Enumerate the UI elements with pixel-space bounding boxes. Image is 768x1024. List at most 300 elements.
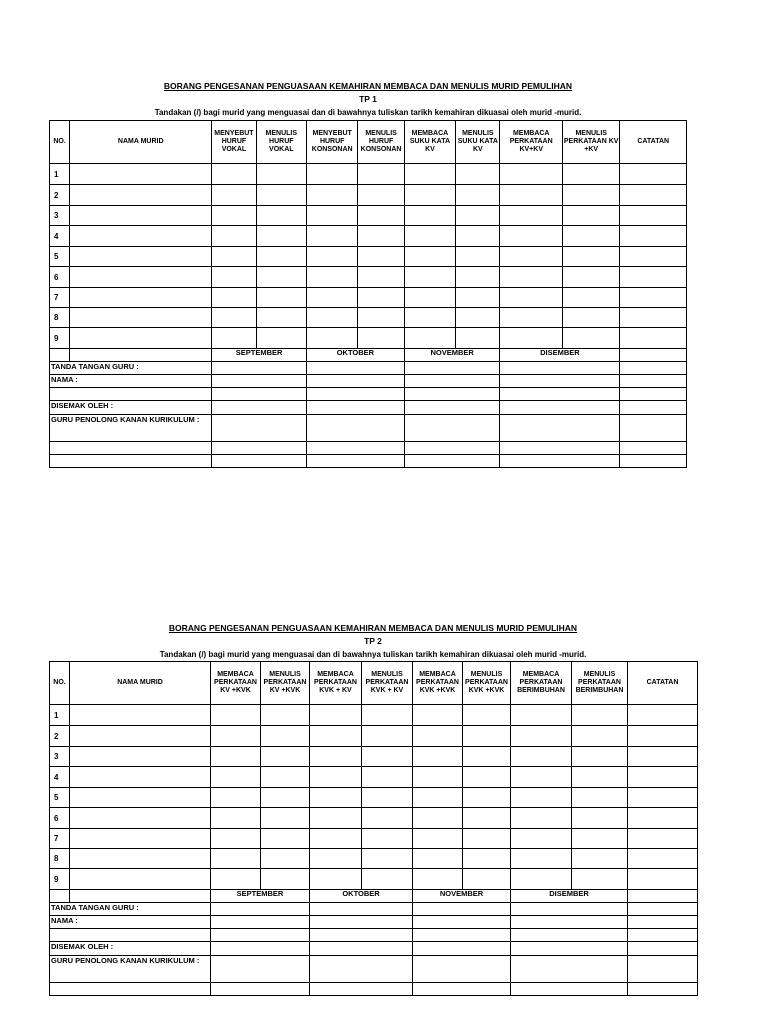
mark-cell[interactable] bbox=[511, 747, 572, 767]
mark-cell[interactable] bbox=[310, 767, 362, 788]
mark-cell[interactable] bbox=[256, 267, 306, 288]
mark-cell[interactable] bbox=[362, 829, 413, 849]
mark-cell[interactable] bbox=[307, 247, 358, 267]
mark-cell[interactable] bbox=[211, 829, 261, 849]
mark-cell[interactable] bbox=[256, 328, 306, 349]
row-number: 4 bbox=[50, 226, 70, 247]
student-name-cell[interactable] bbox=[70, 267, 212, 288]
mark-cell[interactable] bbox=[404, 206, 455, 226]
mark-cell[interactable] bbox=[362, 747, 413, 767]
student-name-cell[interactable] bbox=[70, 288, 212, 308]
table-row bbox=[50, 308, 687, 328]
mark-cell[interactable] bbox=[562, 267, 619, 288]
blank-cell bbox=[307, 388, 405, 401]
mark-cell[interactable] bbox=[310, 747, 362, 767]
table-row bbox=[50, 328, 687, 349]
signature-cell[interactable] bbox=[500, 362, 620, 375]
catatan-cell[interactable] bbox=[620, 267, 687, 288]
catatan-cell[interactable] bbox=[628, 726, 698, 747]
mark-cell[interactable] bbox=[211, 726, 261, 747]
mark-cell[interactable] bbox=[362, 849, 413, 869]
catatan-cell[interactable] bbox=[620, 226, 687, 247]
name-cell[interactable] bbox=[211, 916, 310, 929]
guru-penolong-cell[interactable] bbox=[404, 415, 500, 442]
blank-cell bbox=[211, 929, 310, 942]
blank-row bbox=[50, 455, 687, 468]
blank-cell bbox=[620, 349, 687, 362]
mark-cell[interactable] bbox=[413, 767, 463, 788]
mark-cell[interactable] bbox=[310, 705, 362, 726]
student-name-cell[interactable] bbox=[70, 767, 211, 788]
student-name-cell[interactable] bbox=[70, 869, 211, 890]
mark-cell[interactable] bbox=[211, 788, 261, 808]
disemak-cell[interactable] bbox=[404, 401, 500, 415]
mark-cell[interactable] bbox=[261, 767, 310, 788]
mark-cell[interactable] bbox=[562, 308, 619, 328]
header-skill: MENULIS PERKATAAN KVK +KVK bbox=[463, 662, 511, 705]
guru-penolong-label: GURU PENOLONG KANAN KURIKULUM : bbox=[50, 956, 211, 983]
mark-cell[interactable] bbox=[212, 267, 256, 288]
form-instruction: Tandakan (/) bagi murid yang menguasai dan di bawahnya tuliskan tarikh kemahiran dikuasai oleh murid -murid. bbox=[154, 108, 582, 117]
mark-cell[interactable] bbox=[413, 788, 463, 808]
mark-cell[interactable] bbox=[358, 206, 404, 226]
name-cell[interactable] bbox=[310, 916, 413, 929]
mark-cell[interactable] bbox=[404, 185, 455, 206]
disemak-row bbox=[50, 401, 687, 415]
disemak-cell[interactable] bbox=[307, 401, 405, 415]
mark-cell[interactable] bbox=[256, 226, 306, 247]
signature-cell[interactable] bbox=[404, 362, 500, 375]
mark-cell[interactable] bbox=[358, 226, 404, 247]
blank-cell bbox=[620, 442, 687, 455]
mark-cell[interactable] bbox=[413, 705, 463, 726]
mark-cell[interactable] bbox=[572, 849, 628, 869]
mark-cell[interactable] bbox=[362, 726, 413, 747]
guru-penolong-row bbox=[50, 956, 698, 983]
header-nama-murid: NAMA MURID bbox=[70, 662, 211, 705]
disemak-row bbox=[50, 942, 698, 956]
name-cell[interactable] bbox=[404, 375, 500, 388]
row-number: 7 bbox=[50, 288, 70, 308]
catatan-cell[interactable] bbox=[628, 767, 698, 788]
mark-cell[interactable] bbox=[211, 767, 261, 788]
table-row bbox=[50, 164, 687, 185]
student-name-cell[interactable] bbox=[70, 726, 211, 747]
mark-cell[interactable] bbox=[256, 247, 306, 267]
mark-cell[interactable] bbox=[463, 788, 511, 808]
form-level: TP 1 bbox=[359, 94, 377, 104]
mark-cell[interactable] bbox=[572, 747, 628, 767]
blank-cell bbox=[310, 983, 413, 996]
disemak-label: DISEMAK OLEH : bbox=[50, 942, 211, 956]
name-cell[interactable] bbox=[620, 375, 687, 388]
name-cell[interactable] bbox=[500, 375, 620, 388]
row-number: 8 bbox=[50, 849, 70, 869]
mark-cell[interactable] bbox=[307, 267, 358, 288]
mark-cell[interactable] bbox=[413, 808, 463, 829]
blank-row bbox=[50, 388, 687, 401]
table-row bbox=[50, 705, 698, 726]
form-level: TP 2 bbox=[364, 636, 382, 646]
student-name-cell[interactable] bbox=[70, 829, 211, 849]
table-row bbox=[50, 726, 698, 747]
mark-cell[interactable] bbox=[212, 308, 256, 328]
blank-cell bbox=[404, 388, 500, 401]
table-row bbox=[50, 788, 698, 808]
blank-cell bbox=[211, 983, 310, 996]
blank-cell bbox=[500, 455, 620, 468]
signature-cell[interactable] bbox=[212, 362, 307, 375]
header-skill: MEMBACA PERKATAAN BERIMBUHAN bbox=[511, 662, 572, 705]
mark-cell[interactable] bbox=[572, 869, 628, 890]
mark-cell[interactable] bbox=[562, 226, 619, 247]
signature-cell[interactable] bbox=[628, 903, 698, 916]
guru-penolong-cell[interactable] bbox=[628, 956, 698, 983]
mark-cell[interactable] bbox=[310, 829, 362, 849]
mark-cell[interactable] bbox=[463, 869, 511, 890]
mark-cell[interactable] bbox=[261, 705, 310, 726]
blank-cell bbox=[628, 890, 698, 903]
mark-cell[interactable] bbox=[310, 869, 362, 890]
mark-cell[interactable] bbox=[500, 288, 562, 308]
mark-cell[interactable] bbox=[511, 788, 572, 808]
disemak-cell[interactable] bbox=[511, 942, 628, 956]
mark-cell[interactable] bbox=[211, 808, 261, 829]
student-name-cell[interactable] bbox=[70, 849, 211, 869]
table-row bbox=[50, 185, 687, 206]
mark-cell[interactable] bbox=[261, 726, 310, 747]
blank-cell bbox=[500, 388, 620, 401]
mark-cell[interactable] bbox=[456, 206, 500, 226]
month-label: DISEMBER bbox=[511, 890, 628, 903]
mark-cell[interactable] bbox=[212, 164, 256, 185]
blank-cell bbox=[50, 983, 211, 996]
mark-cell[interactable] bbox=[562, 185, 619, 206]
mark-cell[interactable] bbox=[211, 705, 261, 726]
mark-cell[interactable] bbox=[212, 288, 256, 308]
mark-cell[interactable] bbox=[404, 328, 455, 349]
mark-cell[interactable] bbox=[256, 206, 306, 226]
table-row bbox=[50, 747, 698, 767]
mark-cell[interactable] bbox=[500, 267, 562, 288]
name-row bbox=[50, 916, 698, 929]
blank-row bbox=[50, 442, 687, 455]
name-cell[interactable] bbox=[413, 916, 511, 929]
mark-cell[interactable] bbox=[500, 247, 562, 267]
catatan-cell[interactable] bbox=[620, 247, 687, 267]
mark-cell[interactable] bbox=[261, 829, 310, 849]
blank-cell bbox=[307, 455, 405, 468]
mark-cell[interactable] bbox=[572, 767, 628, 788]
mark-cell[interactable] bbox=[500, 164, 562, 185]
mark-cell[interactable] bbox=[463, 767, 511, 788]
mark-cell[interactable] bbox=[511, 849, 572, 869]
mark-cell[interactable] bbox=[358, 328, 404, 349]
mark-cell[interactable] bbox=[362, 767, 413, 788]
catatan-cell[interactable] bbox=[628, 829, 698, 849]
mark-cell[interactable] bbox=[456, 247, 500, 267]
mark-cell[interactable] bbox=[500, 328, 562, 349]
mark-cell[interactable] bbox=[362, 808, 413, 829]
header-skill: MENULIS HURUF KONSONAN bbox=[358, 121, 404, 164]
catatan-cell[interactable] bbox=[628, 869, 698, 890]
name-cell[interactable] bbox=[307, 375, 405, 388]
disemak-label: DISEMAK OLEH : bbox=[50, 401, 212, 415]
mark-cell[interactable] bbox=[456, 308, 500, 328]
guru-penolong-cell[interactable] bbox=[211, 956, 310, 983]
guru-penolong-cell[interactable] bbox=[511, 956, 628, 983]
mark-cell[interactable] bbox=[404, 247, 455, 267]
mark-cell[interactable] bbox=[212, 206, 256, 226]
table-row bbox=[50, 808, 698, 829]
header-skill: MENULIS PERKATAAN BERIMBUHAN bbox=[572, 662, 628, 705]
disemak-cell[interactable] bbox=[212, 401, 307, 415]
mark-cell[interactable] bbox=[562, 206, 619, 226]
mark-cell[interactable] bbox=[310, 849, 362, 869]
header-nama-murid: NAMA MURID bbox=[70, 121, 212, 164]
student-name-cell[interactable] bbox=[70, 247, 212, 267]
mark-cell[interactable] bbox=[362, 705, 413, 726]
mark-cell[interactable] bbox=[261, 849, 310, 869]
mark-cell[interactable] bbox=[310, 788, 362, 808]
signature-cell[interactable] bbox=[307, 362, 405, 375]
student-name-cell[interactable] bbox=[70, 328, 212, 349]
mark-cell[interactable] bbox=[413, 726, 463, 747]
mark-cell[interactable] bbox=[404, 164, 455, 185]
mark-cell[interactable] bbox=[211, 747, 261, 767]
student-name-cell[interactable] bbox=[70, 808, 211, 829]
mark-cell[interactable] bbox=[572, 808, 628, 829]
mark-cell[interactable] bbox=[404, 226, 455, 247]
blank-cell bbox=[212, 388, 307, 401]
disemak-cell[interactable] bbox=[620, 401, 687, 415]
mark-cell[interactable] bbox=[261, 788, 310, 808]
row-number: 9 bbox=[50, 869, 70, 890]
header-catatan: CATATAN bbox=[628, 662, 698, 705]
row-number: 2 bbox=[50, 726, 70, 747]
mark-cell[interactable] bbox=[500, 185, 562, 206]
mark-cell[interactable] bbox=[261, 808, 310, 829]
header-catatan: CATATAN bbox=[620, 121, 687, 164]
mark-cell[interactable] bbox=[212, 226, 256, 247]
month-row bbox=[50, 890, 698, 903]
table-row bbox=[50, 849, 698, 869]
mark-cell[interactable] bbox=[511, 869, 572, 890]
signature-cell[interactable] bbox=[413, 903, 511, 916]
table-row bbox=[50, 247, 687, 267]
mark-cell[interactable] bbox=[362, 788, 413, 808]
guru-penolong-cell[interactable] bbox=[413, 956, 511, 983]
student-name-cell[interactable] bbox=[70, 185, 212, 206]
mark-cell[interactable] bbox=[500, 226, 562, 247]
mark-cell[interactable] bbox=[211, 849, 261, 869]
student-name-cell[interactable] bbox=[70, 226, 212, 247]
row-number: 7 bbox=[50, 829, 70, 849]
mark-cell[interactable] bbox=[307, 226, 358, 247]
mark-cell[interactable] bbox=[562, 288, 619, 308]
row-number: 4 bbox=[50, 767, 70, 788]
mark-cell[interactable] bbox=[456, 185, 500, 206]
catatan-cell[interactable] bbox=[628, 747, 698, 767]
catatan-cell[interactable] bbox=[620, 164, 687, 185]
header-skill: MEMBACA PERKATAAN KV +KVK bbox=[211, 662, 261, 705]
mark-cell[interactable] bbox=[261, 869, 310, 890]
blank-cell bbox=[413, 983, 511, 996]
mark-cell[interactable] bbox=[307, 328, 358, 349]
mark-cell[interactable] bbox=[307, 308, 358, 328]
mark-cell[interactable] bbox=[456, 267, 500, 288]
catatan-cell[interactable] bbox=[620, 308, 687, 328]
mark-cell[interactable] bbox=[307, 206, 358, 226]
mark-cell[interactable] bbox=[456, 164, 500, 185]
mark-cell[interactable] bbox=[261, 747, 310, 767]
mark-cell[interactable] bbox=[562, 247, 619, 267]
table-row bbox=[50, 829, 698, 849]
mark-cell[interactable] bbox=[307, 185, 358, 206]
mark-cell[interactable] bbox=[404, 308, 455, 328]
header-skill: MENULIS PERKATAAN KV +KVK bbox=[261, 662, 310, 705]
name-cell[interactable] bbox=[212, 375, 307, 388]
guru-penolong-cell[interactable] bbox=[500, 415, 620, 442]
mark-cell[interactable] bbox=[413, 747, 463, 767]
header-skill: MENULIS PERKATAAN KVK + KV bbox=[362, 662, 413, 705]
mark-cell[interactable] bbox=[413, 849, 463, 869]
mark-cell[interactable] bbox=[212, 328, 256, 349]
month-label: OKTOBER bbox=[310, 890, 413, 903]
mark-cell[interactable] bbox=[572, 829, 628, 849]
disemak-cell[interactable] bbox=[413, 942, 511, 956]
mark-cell[interactable] bbox=[511, 726, 572, 747]
name-cell[interactable] bbox=[511, 916, 628, 929]
mark-cell[interactable] bbox=[463, 849, 511, 869]
mark-cell[interactable] bbox=[463, 747, 511, 767]
mark-cell[interactable] bbox=[307, 164, 358, 185]
row-number: 9 bbox=[50, 328, 70, 349]
table-row bbox=[50, 267, 687, 288]
mark-cell[interactable] bbox=[463, 705, 511, 726]
form-tp1 bbox=[49, 80, 687, 468]
form-title: BORANG PENGESANAN PENGUASAAN KEMAHIRAN MEMBACA DAN MENULIS MURID PEMULIHAN bbox=[168, 623, 578, 633]
student-name-cell[interactable] bbox=[70, 705, 211, 726]
mark-cell[interactable] bbox=[572, 705, 628, 726]
catatan-cell[interactable] bbox=[628, 788, 698, 808]
name-cell[interactable] bbox=[628, 916, 698, 929]
signature-cell[interactable] bbox=[310, 903, 413, 916]
signature-cell[interactable] bbox=[511, 903, 628, 916]
catatan-cell[interactable] bbox=[628, 705, 698, 726]
mark-cell[interactable] bbox=[456, 328, 500, 349]
mark-cell[interactable] bbox=[463, 829, 511, 849]
mark-cell[interactable] bbox=[511, 705, 572, 726]
mark-cell[interactable] bbox=[572, 788, 628, 808]
mark-cell[interactable] bbox=[572, 726, 628, 747]
tanda-tangan-label: TANDA TANGAN GURU : bbox=[50, 903, 211, 916]
mark-cell[interactable] bbox=[463, 808, 511, 829]
header-no: NO. bbox=[50, 121, 70, 164]
mark-cell[interactable] bbox=[404, 267, 455, 288]
mark-cell[interactable] bbox=[413, 829, 463, 849]
mark-cell[interactable] bbox=[456, 288, 500, 308]
row-number: 3 bbox=[50, 747, 70, 767]
blank-cell bbox=[500, 442, 620, 455]
student-name-cell[interactable] bbox=[70, 747, 211, 767]
mark-cell[interactable] bbox=[310, 726, 362, 747]
guru-penolong-cell[interactable] bbox=[212, 415, 307, 442]
disemak-cell[interactable] bbox=[211, 942, 310, 956]
signature-cell[interactable] bbox=[211, 903, 310, 916]
mark-cell[interactable] bbox=[256, 185, 306, 206]
disemak-cell[interactable] bbox=[310, 942, 413, 956]
mark-cell[interactable] bbox=[256, 164, 306, 185]
mark-cell[interactable] bbox=[511, 808, 572, 829]
mark-cell[interactable] bbox=[307, 288, 358, 308]
form-title: BORANG PENGESANAN PENGUASAAN KEMAHIRAN MEMBACA DAN MENULIS MURID PEMULIHAN bbox=[163, 81, 573, 91]
student-name-cell[interactable] bbox=[70, 788, 211, 808]
mark-cell[interactable] bbox=[562, 328, 619, 349]
mark-cell[interactable] bbox=[310, 808, 362, 829]
mark-cell[interactable] bbox=[413, 869, 463, 890]
blank-cell bbox=[70, 890, 211, 903]
header-skill: MENULIS HURUF VOKAL bbox=[256, 121, 306, 164]
mark-cell[interactable] bbox=[358, 185, 404, 206]
catatan-cell[interactable] bbox=[620, 288, 687, 308]
mark-cell[interactable] bbox=[456, 226, 500, 247]
month-label: NOVEMBER bbox=[404, 349, 500, 362]
mark-cell[interactable] bbox=[358, 288, 404, 308]
guru-penolong-cell[interactable] bbox=[307, 415, 405, 442]
mark-cell[interactable] bbox=[404, 288, 455, 308]
blank-cell bbox=[413, 929, 511, 942]
header-row bbox=[50, 662, 698, 705]
mark-cell[interactable] bbox=[211, 869, 261, 890]
mark-cell[interactable] bbox=[358, 247, 404, 267]
blank-cell bbox=[50, 890, 70, 903]
catatan-cell[interactable] bbox=[628, 849, 698, 869]
disemak-cell[interactable] bbox=[628, 942, 698, 956]
mark-cell[interactable] bbox=[256, 308, 306, 328]
guru-penolong-cell[interactable] bbox=[310, 956, 413, 983]
mark-cell[interactable] bbox=[212, 185, 256, 206]
mark-cell[interactable] bbox=[362, 869, 413, 890]
mark-cell[interactable] bbox=[463, 726, 511, 747]
mark-cell[interactable] bbox=[500, 206, 562, 226]
student-name-cell[interactable] bbox=[70, 164, 212, 185]
mark-cell[interactable] bbox=[511, 829, 572, 849]
student-name-cell[interactable] bbox=[70, 308, 212, 328]
mark-cell[interactable] bbox=[358, 308, 404, 328]
row-number: 1 bbox=[50, 705, 70, 726]
header-skill: MEMBACA PERKATAAN KVK + KV bbox=[310, 662, 362, 705]
mark-cell[interactable] bbox=[212, 247, 256, 267]
student-name-cell[interactable] bbox=[70, 206, 212, 226]
catatan-cell[interactable] bbox=[620, 328, 687, 349]
blank-cell bbox=[511, 929, 628, 942]
mark-cell[interactable] bbox=[256, 288, 306, 308]
signature-cell[interactable] bbox=[620, 362, 687, 375]
month-label: SEPTEMBER bbox=[212, 349, 307, 362]
blank-cell bbox=[404, 442, 500, 455]
catatan-cell[interactable] bbox=[620, 206, 687, 226]
mark-cell[interactable] bbox=[358, 164, 404, 185]
disemak-cell[interactable] bbox=[500, 401, 620, 415]
catatan-cell[interactable] bbox=[620, 185, 687, 206]
mark-cell[interactable] bbox=[562, 164, 619, 185]
mark-cell[interactable] bbox=[511, 767, 572, 788]
mark-cell[interactable] bbox=[358, 267, 404, 288]
guru-penolong-cell[interactable] bbox=[620, 415, 687, 442]
mark-cell[interactable] bbox=[500, 308, 562, 328]
catatan-cell[interactable] bbox=[628, 808, 698, 829]
